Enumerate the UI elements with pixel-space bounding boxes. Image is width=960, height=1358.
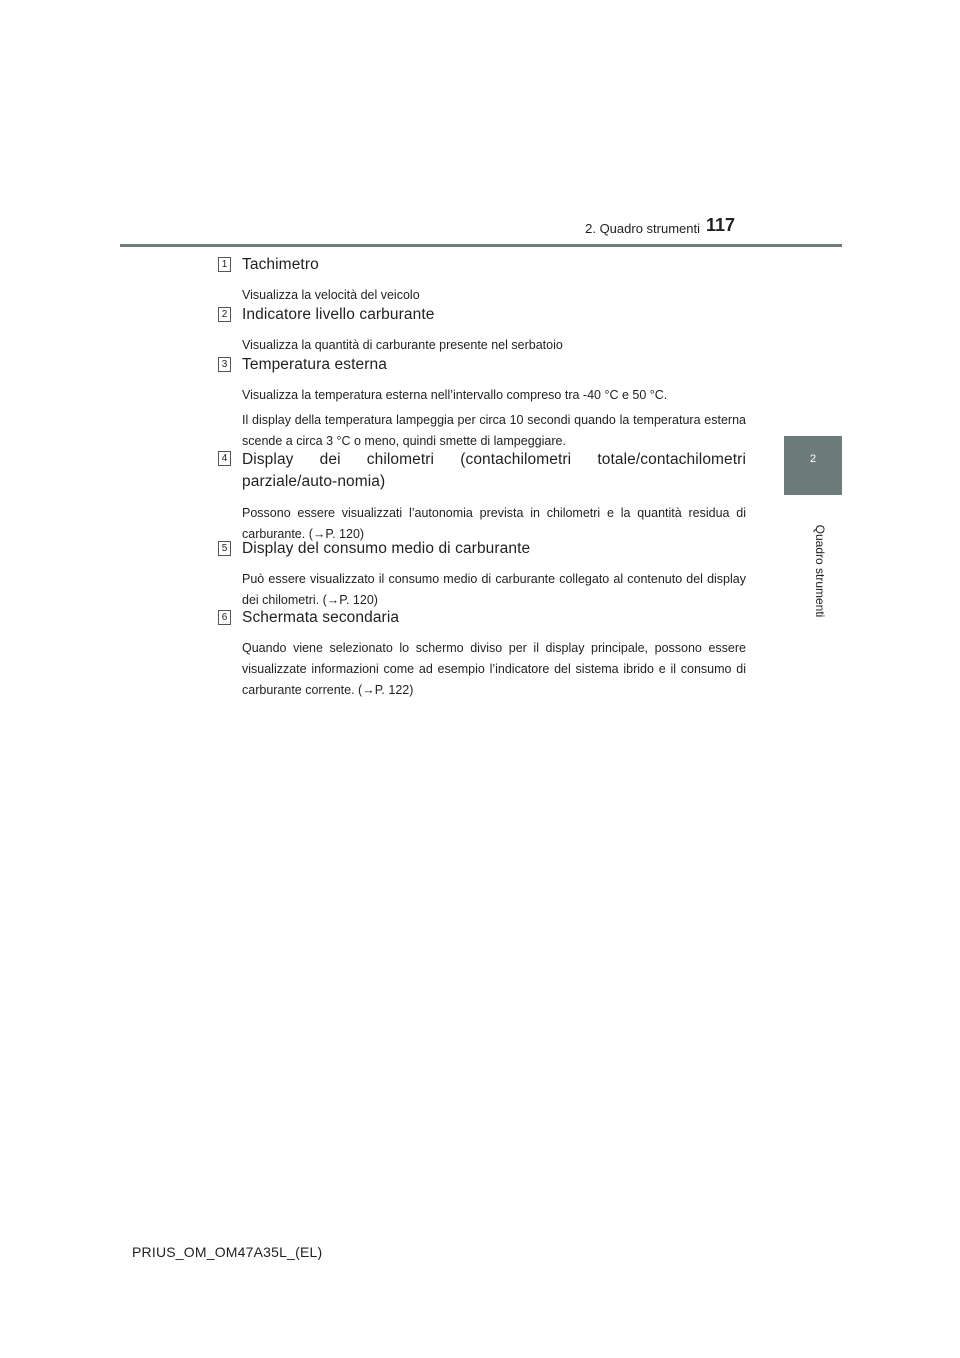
item-number-badge: 1 bbox=[218, 257, 231, 272]
list-item bbox=[218, 449, 746, 545]
header-divider bbox=[120, 244, 842, 247]
item-number-badge: 4 bbox=[218, 451, 231, 466]
item-number-badge: 6 bbox=[218, 610, 231, 625]
item-description: Il display della temperatura lampeggia per circa 10 secondi quando la temperatura esterna scende a circa 3 °C o meno, quindi smette di lampeggiare. bbox=[242, 413, 746, 448]
item-number-badge: 5 bbox=[218, 541, 231, 556]
item-description: Visualizza la quantità di carburante presente nel serbatoio bbox=[242, 338, 563, 352]
item-title: Indicatore livello carburante bbox=[242, 306, 435, 323]
item-title: Schermata secondaria bbox=[242, 609, 400, 626]
item-description: Quando viene selezionato lo schermo diviso per il display principale, possono essere visualizzate informazioni come ad esempio l’indicatore del sistema ibrido e il consumo di carburante corrente. (→P. 122) bbox=[242, 641, 746, 697]
item-description: Visualizza la temperatura esterna nell’intervallo compreso tra -40 °C e 50 °C. bbox=[242, 388, 668, 402]
item-description: Possono essere visualizzati l’autonomia prevista in chilometri e la quantità residua di carburante. (→P. 120) bbox=[242, 506, 746, 541]
item-title: Temperatura esterna bbox=[242, 356, 387, 373]
item-number-badge: 3 bbox=[218, 357, 231, 372]
list-item bbox=[218, 305, 746, 356]
item-number-badge: 2 bbox=[218, 307, 231, 322]
list-item bbox=[218, 355, 746, 452]
document-code: PRIUS_OM_OM47A35L_(EL) bbox=[132, 1244, 323, 1260]
item-description: Visualizza la velocità del veicolo bbox=[242, 288, 420, 302]
chapter-tab bbox=[784, 436, 842, 495]
list-item bbox=[218, 539, 746, 611]
chapter-tab-title bbox=[750, 506, 890, 636]
chapter-tab-label: Quadro strumenti bbox=[813, 524, 827, 618]
item-title: Tachimetro bbox=[242, 256, 319, 273]
item-description: Può essere visualizzato il consumo medio di carburante collegato al contenuto del display dei chilometri. (→P. 120) bbox=[242, 572, 746, 607]
page-number: 117 bbox=[706, 215, 736, 235]
list-item bbox=[218, 255, 746, 306]
chapter-tab-number: 2 bbox=[809, 453, 817, 465]
list-item bbox=[218, 608, 746, 701]
item-title: Display dei chilometri (contachilometri totale/contachilometri parziale/auto-nomia) bbox=[242, 451, 746, 490]
section-title: 2. Quadro strumenti bbox=[585, 221, 700, 236]
item-title: Display del consumo medio di carburante bbox=[242, 540, 531, 557]
